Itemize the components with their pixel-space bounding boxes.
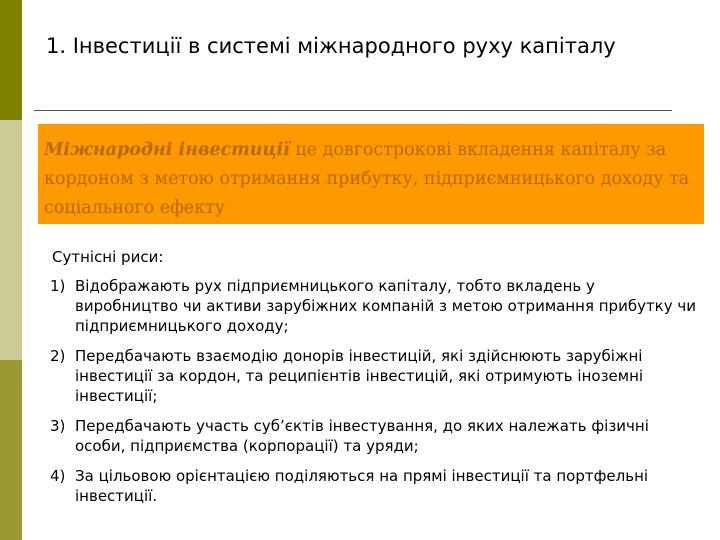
list-item <box>50 466 700 506</box>
list-item <box>50 416 700 456</box>
side-band-middle <box>0 120 22 360</box>
list-item-number: 1) <box>50 277 66 295</box>
list-item-text: Передбачають взаємодію донорів інвестицій, які здійснюють зарубіжні інвестиції за кордон, та реципієнтів інвестицій, які отримують іноземні інвестиції; <box>75 347 644 405</box>
side-band-top <box>0 0 22 120</box>
definition-text <box>44 136 700 223</box>
list-item-text: Відображають рух підприємницького капіталу, тобто вкладень у виробництво чи активи зарубіжних компаній з метою отримання прибутку чи підприємницького доходу; <box>75 277 696 335</box>
list-item-text: За цільовою орієнтацією поділяються на прямі інвестиції та портфельні інвестиції. <box>75 467 649 505</box>
list-item-number: 3) <box>50 417 66 435</box>
list-item-text: Передбачають участь суб’єктів інвестування, до яких належать фізичні особи, підприємства (корпорації) та уряди; <box>75 417 649 455</box>
title-divider <box>34 110 672 111</box>
slide-title: 1. Інвестиції в системі міжнародного руху капіталу <box>46 34 616 58</box>
definition-term: Міжнародні інвестиції <box>44 140 290 160</box>
features-list <box>50 276 700 516</box>
list-item-number: 2) <box>50 347 66 365</box>
section-label: Сутнісні риси: <box>52 248 164 266</box>
list-item-number: 4) <box>50 467 66 485</box>
definition-body: це довгострокові вкладення капіталу за кордоном з метою отримання прибутку, підприємницького доходу та соціального ефекту <box>44 140 690 218</box>
list-item <box>50 346 700 406</box>
list-item <box>50 276 700 336</box>
side-band-bottom <box>0 360 22 540</box>
